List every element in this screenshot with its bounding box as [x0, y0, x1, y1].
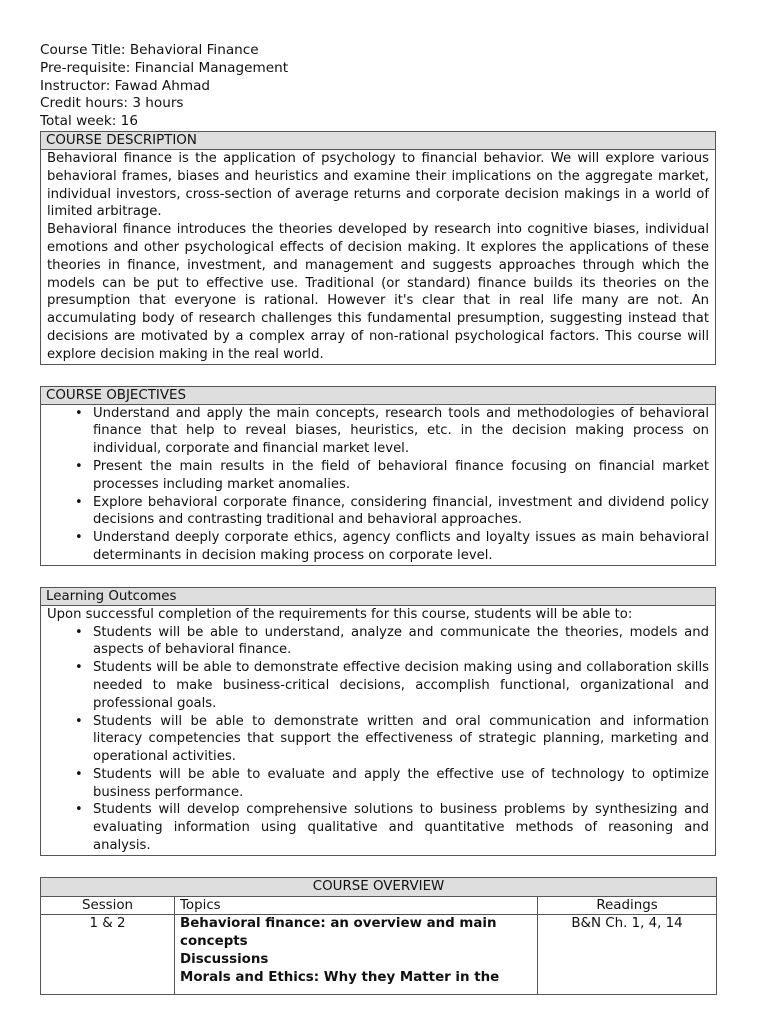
readings-cell: B&N Ch. 1, 4, 14 [538, 915, 717, 995]
objective-item: • Understand deeply corporate ethics, agency conflicts and loyalty issues as main behavioral determinants in decision making process on corporate level. [47, 529, 709, 565]
topics-cell [175, 915, 538, 995]
topic-line: Behavioral finance: an overview and main concepts [180, 916, 497, 950]
description-paragraph-1: Behavioral finance is the application of psychology to financial behavior. We will explore various behavioral frames, biases and heuristics and examine their implications on the aggregate market, individual investors, cross-section of average returns and corporate decision makings in a world of limited arbitrage. [47, 150, 709, 220]
outcomes-intro: Upon successful completion of the requirements for this course, students will be able to: [47, 606, 633, 622]
course-description-body [41, 150, 715, 364]
column-header-readings: Readings [538, 896, 717, 915]
column-header-session: Session [41, 896, 175, 915]
topic-line: Morals and Ethics: Why they Matter in the [180, 969, 500, 985]
course-title: Course Title: Behavioral Finance [40, 42, 259, 58]
outcome-item: • Students will be able to demonstrate written and oral communication and information literacy competencies that support the effectiveness of strategic planning, marketing and operational activities. [47, 713, 709, 766]
course-description-heading: COURSE DESCRIPTION [41, 132, 715, 150]
objectives-list [47, 405, 709, 565]
course-description-section [40, 131, 716, 365]
objective-item: • Explore behavioral corporate finance, considering financial, investment and dividend policy decisions and contrasting traditional and behavioral approaches. [47, 494, 709, 530]
instructor: Instructor: Fawad Ahmad [40, 77, 211, 94]
topic-line: Discussions [180, 952, 269, 968]
objective-item: • Understand and apply the main concepts, research tools and methodologies of behavioral finance that help to reveal biases, heuristics, etc. in the decision making process on individual, corporate and financial market level. [47, 405, 709, 458]
prerequisite: Pre-requisite: Financial Management [40, 59, 289, 76]
credit-hours: Credit hours: 3 hours [40, 95, 184, 112]
outcome-item: • Students will be able to evaluate and apply the effective use of technology to optimize business performance. [47, 766, 709, 802]
outcome-item: • Students will develop comprehensive solutions to business problems by synthesizing and evaluating information using qualitative and quantitative methods of reasoning and analysis. [47, 801, 709, 854]
course-objectives-heading: COURSE OBJECTIVES [41, 387, 715, 405]
course-overview-heading: COURSE OVERVIEW [41, 877, 717, 896]
course-objectives-section [40, 386, 716, 566]
syllabus-page [40, 42, 716, 995]
learning-outcomes-section [40, 587, 716, 856]
course-overview-table [40, 877, 717, 996]
outcome-item: • Students will be able to demonstrate effective decision making using and collaboration skills needed to make business-critical decisions, accomplish functional, organizational and professional goals. [47, 659, 709, 712]
learning-outcomes-heading: Learning Outcomes [41, 588, 715, 606]
table-row [41, 915, 717, 995]
session-cell: 1 & 2 [41, 915, 175, 995]
total-week: Total week: 16 [40, 113, 138, 130]
table-header-row [41, 896, 717, 915]
column-header-topics: Topics [175, 896, 538, 915]
outcomes-list [47, 624, 709, 855]
outcome-item: • Students will be able to understand, analyze and communicate the theories, models and aspects of behavioral finance. [47, 624, 709, 660]
course-header [40, 42, 716, 131]
description-paragraph-2: Behavioral finance introduces the theories developed by research into cognitive biases, individual emotions and other psychological effects of decision making. It explores the applications of these theories in finance, investment, and management and suggests approaches through which the models can be put to effective use. Traditional (or standard) finance builds its theories on the presumption that everyone is rational. However it's clear that in real life many are not. An accumulating body of research challenges this fundamental presumption, suggesting instead that decisions are motivated by a complex array of non-rational psychological factors. This course will explore decision making in the real world. [47, 222, 709, 362]
objective-item: • Present the main results in the field of behavioral finance focusing on financial market processes including market anomalies. [47, 458, 709, 494]
